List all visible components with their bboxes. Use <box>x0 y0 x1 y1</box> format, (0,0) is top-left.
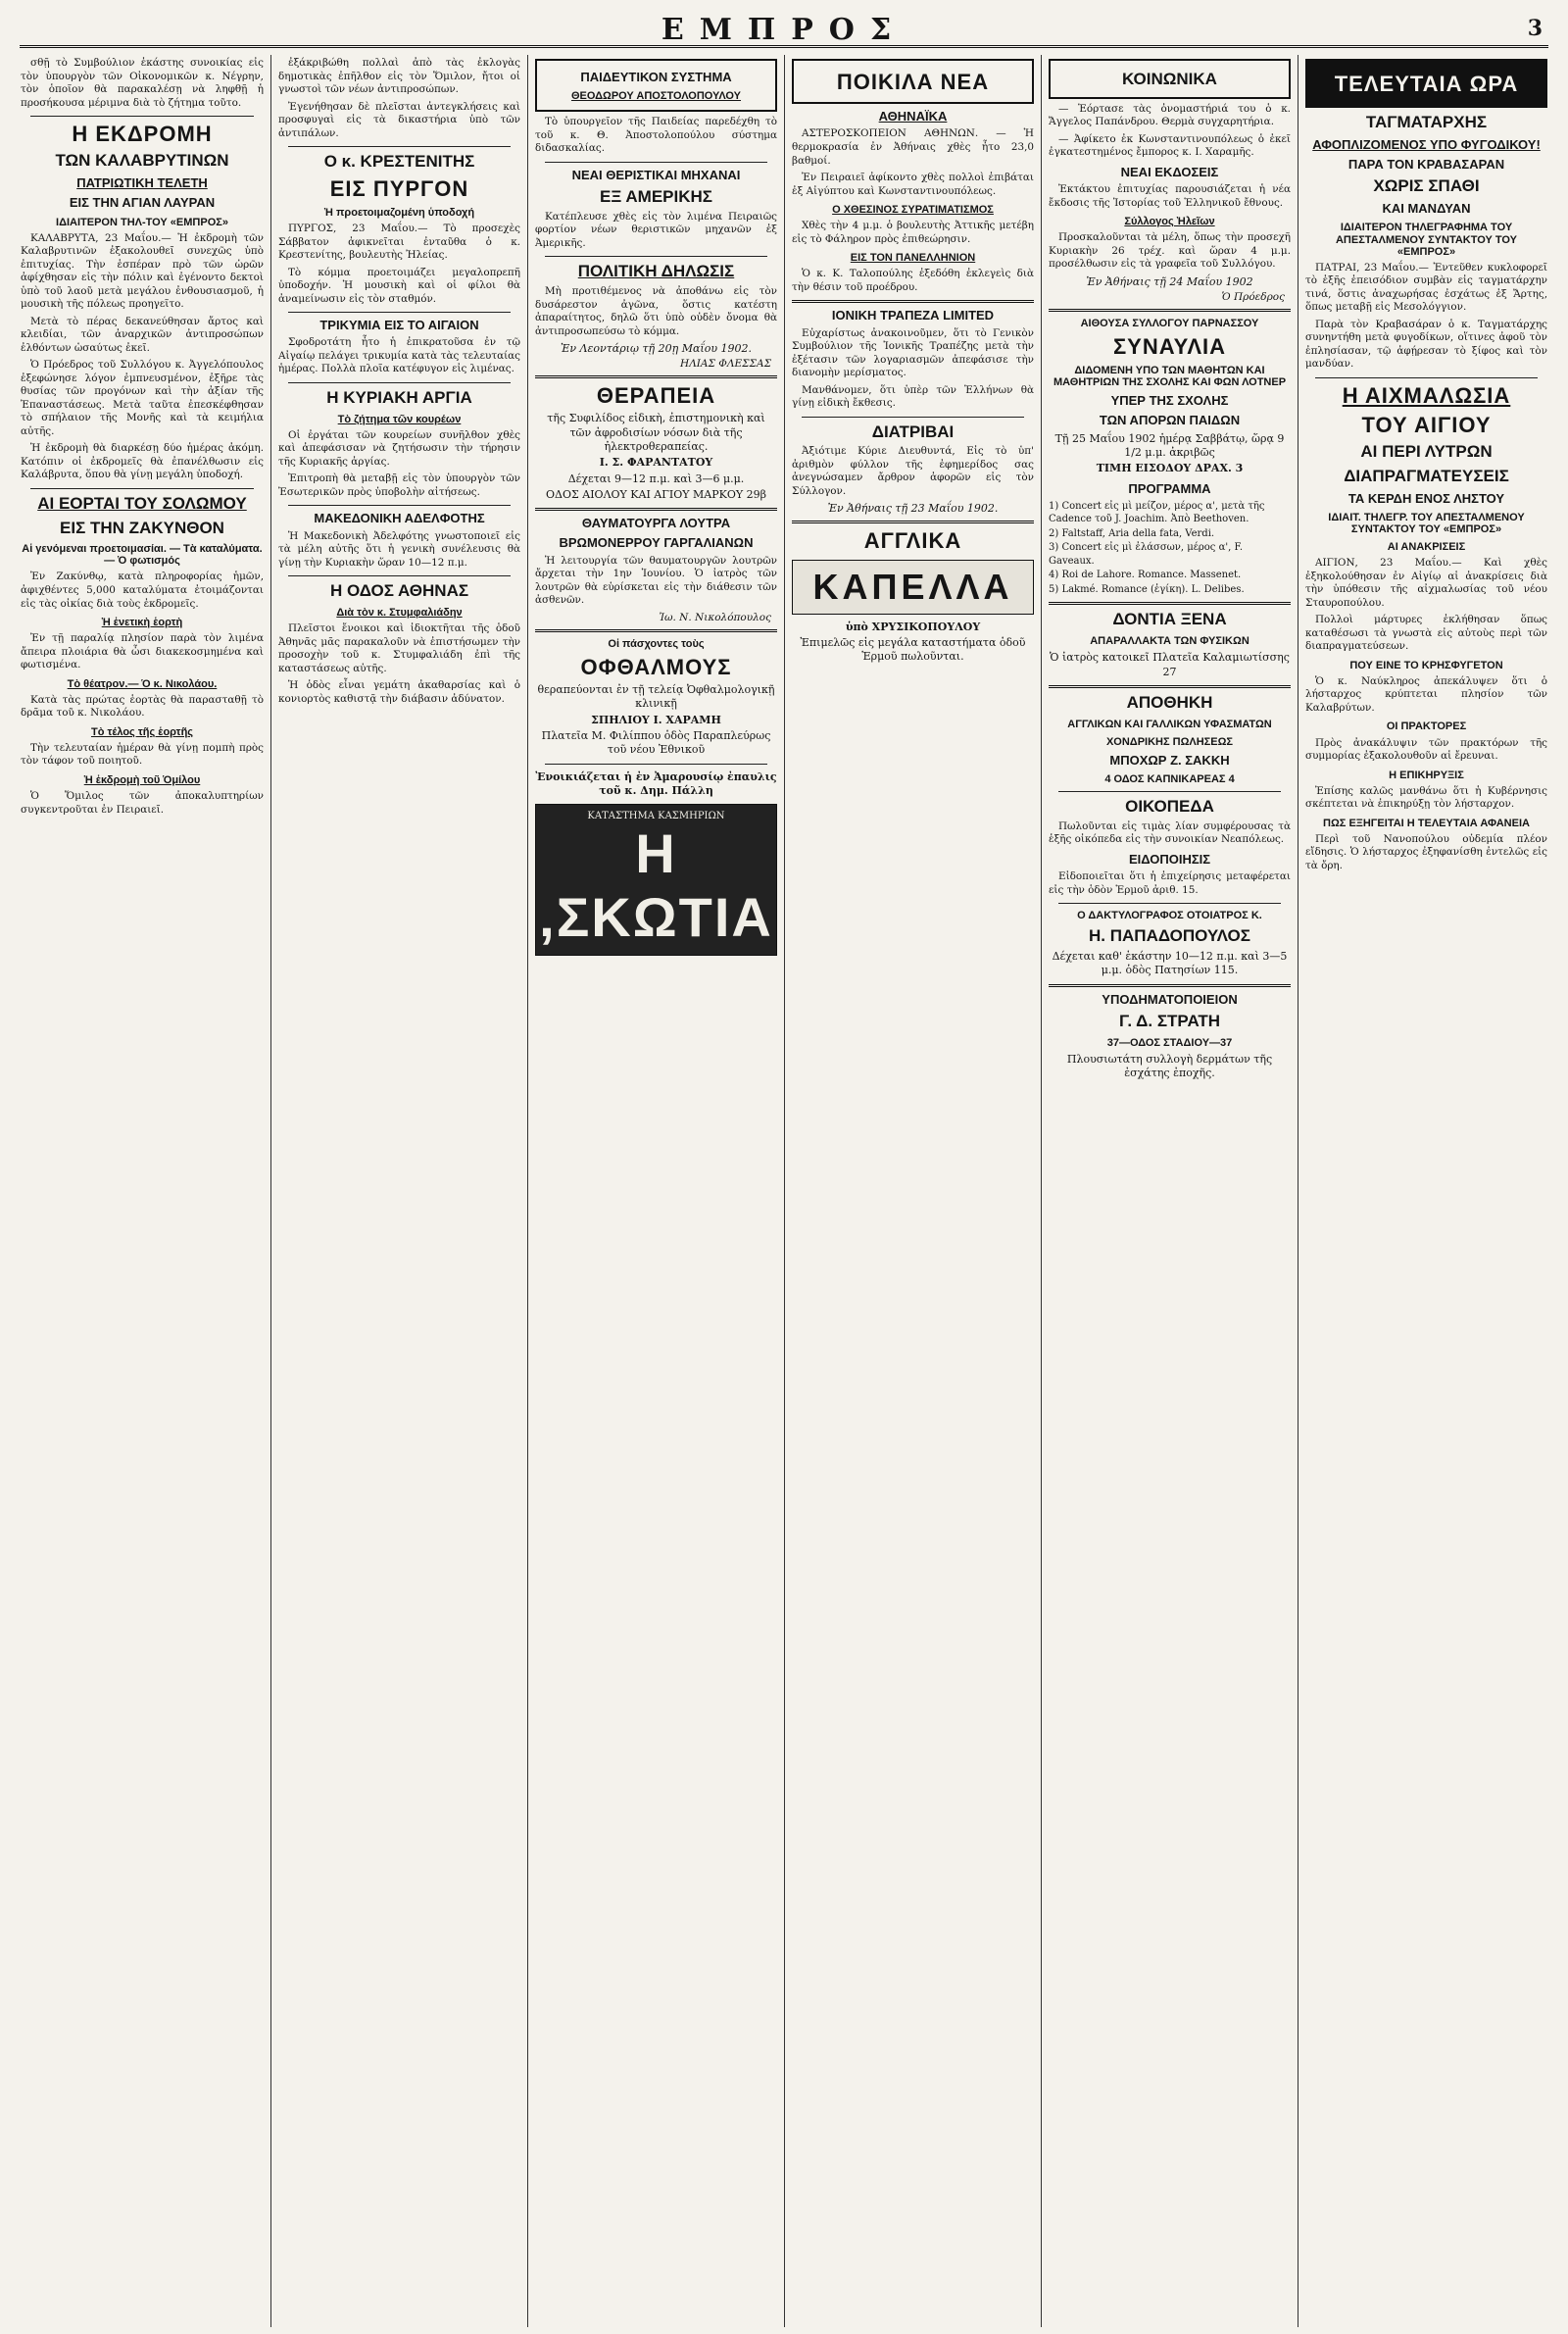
article-text: Πλεῖστοι ἔνοικοι καὶ ἰδιοκτῆται τῆς ὁδοῦ Ἀθηνᾶς μᾶς παρακαλοῦν νὰ ἐπιστήσωμεν τὴν προσοχὴν τοῦ κ. Στυμφαλιάδη ἐπὶ τῆς καταστάσεως αὐτῆς. <box>278 621 520 674</box>
headline: ΝΕΑΙ ΘΕΡΙΣΤΙΚΑΙ ΜΗΧΑΝΑΙ <box>571 167 741 182</box>
subheadline: Ἡ ἐκδρομὴ τοῦ Ὁμίλου <box>83 773 201 786</box>
newspaper-name: ΕΜΠΡΟΣ <box>661 13 907 47</box>
section-title: ΚΟΙΝΩΝΙΚΑ <box>1122 70 1217 88</box>
subheadline: 4 ΟΔΟΣ ΚΑΠΝΙΚΑΡΕΑΣ 4 <box>1104 773 1235 786</box>
ad-text: Δέχεται καθ' ἑκάστην 10—12 π.μ. καὶ 3—5 μ.μ. ὁδὸς Πατησίων 115. <box>1052 949 1288 977</box>
headline: ΤΟΥ ΑΙΓΙΟΥ <box>1361 413 1492 438</box>
article-text: ΠΑΤΡΑΙ, 23 Μαΐου.— Ἐντεῦθεν κυκλοφορεῖ τὸ ἑξῆς ἐπεισόδιον συμβὰν εἰς ταγματάρχην τινά, ὅστις ἀναχωρήσας ἐσχάτως ἐξ Ἄρτης, ὅπως μεταβῇ εἰς Μεσολόγγιον. <box>1305 261 1547 314</box>
subheadline: Αἱ γενόμεναι προετοιμασίαι. — Τὰ καταλύματα. — Ὁ φωτισμός <box>22 543 263 568</box>
subheadline: ΠΩΣ ΕΞΗΓΕΙΤΑΙ Η ΤΕΛΕΥΤΑΙΑ ΑΦΑΝΕΙΑ <box>1323 817 1530 829</box>
subheadline: Ο ΔΑΚΤΥΛΟΓΡΑΦΟΣ ΟΤΟΙΑΤΡΟΣ Κ. <box>1077 910 1262 922</box>
article-text: Πολλοὶ μάρτυρες ἐκλήθησαν ὅπως καταθέσωσι τὰ γνωστὰ εἰς αὐτοὺς περὶ τῶν διαπραγματεύσεων. <box>1305 614 1547 653</box>
column-5 <box>1041 55 1298 2327</box>
article-text: Ἐκτάκτου ἐπιτυχίας παρουσιάζεται ἡ νέα ἔκδοσις τῆς Ἱστορίας τοῦ Ἑλληνικοῦ ἔθνους. <box>1049 183 1291 209</box>
ad-text: Τῇ 25 Μαΐου 1902 ἡμέρᾳ Σαββάτῳ, ὥρᾳ 9 1/2 μ.μ. ἀκριβῶς <box>1054 431 1285 460</box>
subheadline: Διὰ τὸν κ. Στυμφαλιάδην <box>336 606 463 619</box>
columns <box>14 55 1554 2327</box>
headline: ΕΙΔΟΠΟΙΗΣΙΣ <box>1128 851 1211 867</box>
subheadline: ΕΙΣ ΤΗΝ ΑΓΙΑΝ ΛΑΥΡΑΝ <box>69 195 216 211</box>
dispatch-line: ΙΔΙΑΙΤΕΡΟΝ ΤΗΛΕΓΡΑΦΗΜΑ ΤΟΥ ΑΠΕΣΤΑΛΜΕΝΟΥ ΣΥΝΤΑΚΤΟΥ ΤΟΥ «ΕΜΠΡΟΣ» <box>1335 222 1518 258</box>
ad-text: Ὁ ἰατρὸς κατοικεῖ Πλατεῖα Καλαμιωτίσσης 27 <box>1050 651 1290 678</box>
article-text: ΠΥΡΓΟΣ, 23 Μαΐου.— Τὸ προσεχὲς Σάββατον ἀφικνεῖται ἐνταῦθα ὁ κ. Κρεστενίτης, βουλευτὴς Ἠλείας. <box>278 223 520 262</box>
subheadline: ΑΙ ΠΕΡΙ ΛΥΤΡΩΝ <box>1360 442 1493 462</box>
divider <box>288 575 511 576</box>
column-1 <box>14 55 270 2327</box>
divider <box>288 146 511 147</box>
ad-text: ΤΙΜΗ ΕΙΣΟΔΟΥ ΔΡΑΧ. 3 <box>1096 462 1244 475</box>
divider <box>802 417 1024 418</box>
program-item: 5) Lakmé. Romance (ἐγίκη). L. Delibes. <box>1049 583 1245 595</box>
headline: ΑΠΟΘΗΚΗ <box>1126 692 1213 712</box>
section-box <box>1049 59 1291 99</box>
headline: Η ΟΔΟΣ ΑΘΗΝΑΣ <box>329 581 469 601</box>
subheadline: ΑΙ ΑΝΑΚΡΙΣΕΙΣ <box>1387 541 1466 554</box>
ad-logo-image <box>792 560 1034 615</box>
divider <box>1058 791 1281 792</box>
headline: ΟΙΚΟΠΕΔΑ <box>1125 797 1214 817</box>
headline: ΑΙ ΕΟΡΤΑΙ ΤΟΥ ΣΟΛΩΜΟΥ <box>37 493 247 513</box>
column-2 <box>270 55 527 2327</box>
subheadline: ΠΑΤΡΙΩΤΙΚΗ ΤΕΛΕΤΗ <box>76 174 208 190</box>
headline: ΣΥΝΑΥΛΙΑ <box>1112 333 1226 359</box>
divider <box>545 256 767 257</box>
ad-text: Πλουσιωτάτη συλλογὴ δερμάτων τῆς ἐσχάτης ἐποχῆς. <box>1066 1052 1273 1079</box>
article-text: Περὶ τοῦ Νανοπούλου οὐδεμία πλέον εἴδησις. Ὁ λήσταρχος ἐξηφανίσθη ἐντελῶς εἰς τὰ ὄρη. <box>1305 832 1547 871</box>
ad-text: Ι. Σ. ΦΑΡΑΝΤΑΤΟΥ <box>599 456 713 470</box>
page-number: 3 <box>1527 16 1543 41</box>
article-text: Ὁ Ὅμιλος τῶν ἀποκαλυπτηρίων συγκεντροῦται ἐν Πειραιεῖ. <box>21 790 264 816</box>
subheadline: ΑΘΗΝΑΪΚΑ <box>878 109 948 124</box>
article-text: Σφοδροτάτη ἦτο ἡ ἐπικρατοῦσα ἐν τῷ Αἰγαίῳ πελάγει τρικυμία κατὰ τὰς τελευταίας ἡμέρας. Πολλὰ πλοῖα κατέφυγον εἰς λιμένας. <box>278 336 520 375</box>
subheadline: ΔΙΑΠΡΑΓΜΑΤΕΥΣΕΙΣ <box>1344 466 1509 485</box>
headline: ΠΡΟΓΡΑΜΜΑ <box>1128 480 1211 496</box>
article-text: Ἡ λειτουργία τῶν θαυματουργῶν λουτρῶν ἄρχεται τὴν 1ην Ἰουνίου. Ὁ ἰατρὸς τῶν λουτρῶν θὰ εὑρίσκεται εἰς τὴν διάθεσιν τῶν ἀσθενῶν. <box>535 554 777 607</box>
subheadline: Τὸ τέλος τῆς ἑορτῆς <box>90 725 194 738</box>
ad-line: Οἱ πάσχοντες τοὺς <box>608 637 705 650</box>
article-text: Μετὰ τὸ πέρας δεκανεύθησαν ἄρτος καὶ κλειδίαι, τῶν ἀναρχικῶν ἀντιπροσώπων ἐλθόντων ὡσαύτως ἐκεῖ. <box>21 315 264 354</box>
subheadline: Σύλλογος Ἠλεῖων <box>1124 216 1215 228</box>
divider <box>1049 309 1291 312</box>
divider <box>792 300 1034 303</box>
headline: ΥΠΟΔΗΜΑΤΟΠΟΙΕΙΟΝ <box>1102 991 1238 1007</box>
ad-text: θεραπεύονται ἐν τῇ τελείᾳ Ὀφθαλμολογικῇ κλινικῇ <box>537 683 775 711</box>
divider <box>545 764 767 765</box>
article-text: Ἐπίσης καλῶς μανθάνω ὅτι ἡ Κυβέρνησις σκέπτεται νὰ ἐπικηρύξῃ τὸν λήσταρχον. <box>1305 784 1547 811</box>
program-item: 4) Roi de Lahore. Romance. Massenet. <box>1049 570 1242 581</box>
subheadline: ΤΑ ΚΕΡΔΗ ΕΝΟΣ ΛΗΣΤΟΥ <box>1348 490 1505 506</box>
article-text: σθῇ τὸ Συμβούλιον ἑκάστης συνοικίας εἰς τὸν ὑπουργὸν τῶν Οἰκονομικῶν κ. Νέγρην, τὸν ὁποῖον θὰ παρακαλέσῃ νὰ ληφθῇ ἡ προσήκουσα μέριμνα διὰ τὸ ζήτημα τοῦτο. <box>21 57 264 109</box>
program-item: 2) Faltstaff, Aria della fata, Verdi. <box>1049 527 1215 539</box>
headline: ΤΑΓΜΑΤΑΡΧΗΣ <box>1365 113 1488 132</box>
headline: ΙΟΝΙΚΗ ΤΡΑΠΕΖΑ LIMITED <box>831 308 995 323</box>
headline: ΑΓΓΛΙΚΑ <box>863 528 962 554</box>
section-box <box>792 59 1034 104</box>
headline: Η. ΠΑΠΑΔΟΠΟΥΛΟΣ <box>1089 926 1250 946</box>
article-text: Πωλοῦνται εἰς τιμὰς λίαν συμφέρουσας τὰ ἑξῆς οἰκόπεδα εἰς τὴν συνοικίαν Νεαπόλεως. <box>1049 819 1291 846</box>
signature: Ἰω. Ν. Νικολόπουλος <box>659 611 771 623</box>
subheadline: Ο ΧΘΕΣΙΝΟΣ ΣΥΡΑΤΙΜΑΤΙΣΜΟΣ <box>832 204 994 217</box>
article-text: Ἐν τῇ παραλίᾳ πλησίον παρὰ τὸν λιμένα ἄπειρα πλοιάρια θὰ ὦσι διακεκοσμημένα καὶ φωτισμένα. <box>21 632 264 671</box>
subheadline: Ἡ προετοιμαζομένη ὑποδοχή <box>323 206 475 219</box>
article-text: Προσκαλοῦνται τὰ μέλη, ὅπως τὴν προσεχῆ Κυριακὴν 26 τρέχ. καὶ ὥραν 4 μ.μ. προσέλθωσιν εἰς τὰ γραφεῖα τοῦ Συλλόγου. <box>1049 231 1291 271</box>
headline: ΘΑΥΜΑΤΟΥΡΓΑ ΛΟΥΤΡΑ <box>581 516 731 531</box>
headline: ΑΦΟΠΛΙΖΟΜΕΝΟΣ ΥΠΟ ΦΥΓΟΔΙΚΟΥ! <box>1312 136 1541 152</box>
dispatch-line: ΙΔΙΑΙΤΕΡΟΝ ΤΗΛ-ΤΟΥ «ΕΜΠΡΟΣ» <box>56 216 228 228</box>
headline: Η ΕΚΔΡΟΜΗ <box>72 122 213 147</box>
article-text: Ἐγενήθησαν δὲ πλεῖσται ἀντεγκλήσεις καὶ προσφυγαὶ εἰς τὰ δικαστήρια ὑπὸ τῶν ἀντιπάλων. <box>278 100 520 139</box>
dateline: Ἐν Ἀθήναις τῇ 23 Μαΐου 1902. <box>827 502 999 516</box>
article-text: — Ἑόρτασε τὰς ὀνομαστήριά του ὁ κ. Ἄγγελος Παπάνδρου. Θερμὰ συγχαρητήρια. <box>1049 102 1291 128</box>
subheadline: ΧΩΡΙΣ ΣΠΑΘΙ <box>1373 176 1480 196</box>
divider <box>30 488 254 489</box>
article-text: Μὴ προτιθέμενος νὰ ἀποθάνω εἰς τὸν δυσάρεστον ἀγῶνα, ὅστις κατέστη ἀπαραίτητος, δηλῶ ὅτι ὑπὸ οὐδὲν ὄνομα θὰ ἀντιπροσωπεύσω τὸ κόμμα. <box>535 285 777 337</box>
article-text: Ἐν Πειραιεῖ ἀφίκοντο χθὲς πολλοὶ ἐπιβάται ἐξ Αἰγύπτου καὶ Κωνσταντινουπόλεως. <box>792 172 1034 197</box>
divider <box>535 629 777 632</box>
dateline: Ἐν Ἀθήναις τῇ 24 Μαΐου 1902 <box>1086 274 1253 288</box>
article-text: Παρὰ τὸν Κραβασάραν ὁ κ. Ταγματάρχης συνηντήθη μετὰ φυγοδίκων, οἵτινες ἀφοῦ τὸν ἐπλησίασαν, τῷ ἀφῄρεσαν τὸ ξίφος καὶ τὸν μανδύαν. <box>1305 318 1547 371</box>
logo-word: Η ,ΣΚΩΤΙΑ <box>539 822 773 949</box>
article-text: ΑΙΓΙΟΝ, 23 Μαΐου.— Καὶ χθὲς ἐξηκολούθησαν ἐν Αἰγίῳ αἱ ἀνακρίσεις διὰ τὴν ὑπόθεσιν τῆς αἰχμαλωσίας τοῦ νέου Σταυροπούλου. <box>1305 557 1547 609</box>
logo-caption: ΚΑΤΑΣΤΗΜΑ ΚΑΣΜΗΡΙΩΝ <box>587 811 725 822</box>
article-text: Ἐν Ζακύνθῳ, κατὰ πληροφορίας ἡμῶν, ἀφιχθέντες 5,000 καταλύματα ἐτοιμάζονται εἰς τὰς οἰκίας διὰ τοὺς ἐκδρομεῖς. <box>21 571 264 610</box>
article-text: Χθὲς τὴν 4 μ.μ. ὁ βουλευτὴς Ἀττικῆς μετέβη εἰς τὸ Φάληρον πρὸς ἐπιθεώρησιν. <box>792 220 1034 245</box>
dispatch-line: ΙΔΙΑΙΤ. ΤΗΛΕΓΡ. ΤΟΥ ΑΠΕΣΤΑΛΜΕΝΟΥ ΣΥΝΤΑΚΤΟΥ ΤΟΥ «ΕΜΠΡΟΣ» <box>1328 511 1525 535</box>
program-item: 1) Concert εἰς μὶ μείζον, μέρος α', μετὰ τῆς Cadence τοῦ J. Joachim. Ἀπὸ Beethoven. <box>1049 500 1265 525</box>
article-text: Τὸ κόμμα προετοιμάζει μεγαλοπρεπῆ ὑποδοχήν. Ἡ μουσικὴ καὶ οἱ φίλοι θὰ ἀναμείνωσιν εἰς τὸν σταθμόν. <box>278 266 520 305</box>
article-text: Κατὰ τὰς πρώτας ἑορτὰς θὰ παρασταθῇ τὸ δρᾶμα τοῦ κ. Νικολάου. <box>21 693 264 720</box>
headline: ΘΕΡΑΠΕΙΑ <box>596 383 716 409</box>
subheadline: ΑΠΑΡΑΛΛΑΚΤΑ ΤΩΝ ΦΥΣΙΚΩΝ <box>1090 635 1250 648</box>
subheadline: ΥΠΕΡ ΤΗΣ ΣΧΟΛΗΣ <box>1110 393 1229 409</box>
article-text: ἐξάκριβώθη πολλαὶ ἀπὸ τὰς ἐκλογὰς δημοτικὰς ἐπῆλθον εἰς τὸν Ὅμιλον, ἤτοι οἱ γνωστοὶ τῶν νέων ἀντιπροσώπων. <box>278 57 520 96</box>
article-text: Εὐχαρίστως ἀνακοινοῦμεν, ὅτι τὸ Γενικὸν Συμβούλιον τῆς Ἰονικῆς Τραπέζης μετὰ τὴν ἐξέτασιν τῶν λογαριασμῶν ἀπεφάσισε τὴν διανομὴν μερίσματος. <box>792 326 1034 379</box>
article-text: Μανθάνομεν, ὅτι ὑπὲρ τῶν Ἑλλήνων θὰ γίνῃ εἰδικὴ ἔκθεσις. <box>792 383 1034 410</box>
headline: Η ΑΙΧΜΑΛΩΣΙΑ <box>1342 382 1511 408</box>
ad-text: Πλατεῖα Μ. Φιλίππου ὁδὸς Παραπλεύρως τοῦ νέου Ἐθνικοῦ <box>541 729 771 757</box>
ad-text: ΟΔΟΣ ΑΙΟΛΟΥ ΚΑΙ ΑΓΙΟΥ ΜΑΡΚΟΥ 29β <box>546 487 766 501</box>
divider <box>288 312 511 313</box>
article-text: Ὁ κ. Κ. Ταλοπούλης ἐξεδόθη ἐκλεγεὶς διὰ τὴν θέσιν τοῦ προέδρου. <box>792 268 1034 293</box>
headline: ΜΑΚΕΔΟΝΙΚΗ ΑΔΕΛΦΟΤΗΣ <box>314 511 485 526</box>
headline: Γ. Δ. ΣΤΡΑΤΗ <box>1118 1011 1221 1030</box>
article-text: Ἐπιτροπὴ θὰ μεταβῇ εἰς τὸν ὑπουργὸν τῶν Ἐσωτερικῶν πρὸς ὑποβολὴν αἰτήσεως. <box>278 472 520 498</box>
ad-text: Δέχεται 9—12 π.μ. καὶ 3—6 μ.μ. <box>567 472 745 485</box>
headline: Η ΚΥΡΙΑΚΗ ΑΡΓΙΑ <box>326 388 472 407</box>
article-text: Τὸ ὑπουργεῖον τῆς Παιδείας παρεδέχθη τὸ τοῦ κ. Θ. Ἀποστολοπούλου σύστημα διδασκαλίας. <box>535 116 777 155</box>
column-4 <box>784 55 1041 2327</box>
program-item: 3) Concert εἰς μὶ ἐλάσσων, μέρος α', F. Gaveaux. <box>1049 542 1244 567</box>
subheadline: ΔΙΔΟΜΕΝΗ ΥΠΟ ΤΩΝ ΜΑΘΗΤΩΝ ΚΑΙ ΜΑΘΗΤΡΙΩΝ ΤΗΣ ΣΧΟΛΗΣ ΚΑΙ ΦΩΝ ΛΟΤΝΕΡ <box>1053 365 1287 389</box>
ad-text: τῆς Συφιλίδος εἰδικὴ, ἐπιστημονικὴ καὶ τῶν ἀφροδισίων νόσων διὰ τῆς ἠλεκτροθεραπείας. <box>547 412 765 453</box>
headline: ΑΙΘΟΥΣΑ ΣΥΛΛΟΓΟΥ ΠΑΡΝΑΣΣΟΥ <box>1080 317 1259 329</box>
subheadline: ΕΙΣ ΤΟΝ ΠΑΝΕΛΛΗΝΙΟΝ <box>850 252 976 265</box>
article-text: Ἡ ὁδὸς εἶναι γεμάτη ἀκαθαρσίας καὶ ὁ κονιορτὸς καθιστᾷ τὴν διάβασιν ἀδύνατον. <box>278 679 520 705</box>
subheadline: Ἡ ἐνετικὴ ἑορτὴ <box>101 617 183 629</box>
article-text: Ὁ Πρόεδρος τοῦ Συλλόγου κ. Ἀγγελόπουλος ἐξεφώνησε λόγον ἐμπνευσμένον, ἐξῆρε τὰς θυσίας τῶν προγόνων καὶ τὴν ἀξίαν τῆς Ἐπαναστάσεως. Μετὰ ταῦτα ἐπεσκέφθησαν τὸ σπήλαιον τῆς Μονῆς καὶ τὰ κειμήλια αὐτῆς. <box>21 359 264 437</box>
subheadline: ΠΑΡΑ ΤΟΝ ΚΡΑΒΑΣΑΡΑΝ <box>1348 157 1505 173</box>
divider <box>288 382 511 383</box>
ad-text: Ἐνοικιάζεται ἡ ἐν Ἀμαρουσίῳ ἐπαυλις τοῦ κ. Δημ. Πάλλη <box>535 770 777 797</box>
subheadline: Τὸ ζήτημα τῶν κουρέων <box>337 413 462 425</box>
signature: ΗΛΙΑΣ ΦΛΕΣΣΑΣ <box>680 358 771 371</box>
divider <box>535 508 777 511</box>
subheadline: ΜΠΟΧΩΡ Ζ. ΣΑΚΚΗ <box>1109 752 1230 768</box>
subheadline: ΘΕΟΔΩΡΟΥ ΑΠΟΣΤΟΛΟΠΟΥΛΟΥ <box>570 90 742 103</box>
subheadline: ΠΟΥ ΕΙΝΕ ΤΟ ΚΡΗΣΦΥΓΕΤΟΝ <box>1349 659 1503 671</box>
headline: ΠΟΛΙΤΙΚΗ ΔΗΛΩΣΙΣ <box>577 262 735 281</box>
divider <box>30 116 254 117</box>
divider <box>288 505 511 506</box>
article-text: Οἱ ἐργάται τῶν κουρείων συνῆλθον χθὲς καὶ ἀπεφάσισαν νὰ ζητήσωσιν τὴν τήρησιν τῆς Κυριακῆς ἀργίας. <box>278 428 520 468</box>
ad-text: Ἐπιμελῶς εἰς μεγάλα καταστήματα ὁδοῦ Ἑρμοῦ πωλοῦνται. <box>800 635 1026 664</box>
headline: ΔΟΝΤΙΑ ΞΕΝΑ <box>1112 610 1227 629</box>
headline: Ο κ. ΚΡΕΣΤΕΝΙΤΗΣ <box>323 152 475 172</box>
headline: ΟΦΘΑΛΜΟΥΣ <box>580 654 732 679</box>
divider <box>1049 685 1291 688</box>
column-3 <box>527 55 784 2327</box>
headline: ΕΞ ΑΜΕΡΙΚΗΣ <box>600 187 712 207</box>
ad-logo-image <box>535 804 777 956</box>
divider <box>1049 602 1291 605</box>
ad-box <box>535 59 777 112</box>
headline: ΝΕΑΙ ΕΚΔΟΣΕΙΣ <box>1120 164 1219 179</box>
headline: ΕΙΣ ΠΥΡΓΟΝ <box>329 175 469 201</box>
section-box <box>1305 59 1547 108</box>
divider <box>792 521 1034 523</box>
signature: Ὁ Πρόεδρος <box>1221 290 1285 303</box>
divider <box>535 375 777 378</box>
ad-text: ΣΠΗΛΙΟΥ Ι. ΧΑΡΑΜΗ <box>591 713 721 726</box>
article-text: Κατέπλευσε χθὲς εἰς τὸν λιμένα Πειραιῶς φορτίον νέων θεριστικῶν μηχανῶν ἐξ Ἀμερικῆς. <box>535 210 777 249</box>
subheadline: ΧΟΝΔΡΙΚΗΣ ΠΩΛΗΣΕΩΣ <box>1105 735 1234 748</box>
section-title: ΤΕΛΕΥΤΑΙΑ ΩΡΑ <box>1334 72 1519 96</box>
article-text: Ὁ κ. Ναύκληρος ἀπεκάλυψεν ὅτι ὁ λήσταρχος κρύπτεται πλησίον τῶν Καλαβρύτων. <box>1305 674 1547 714</box>
article-text: Ἡ Μακεδονικὴ Ἀδελφότης γνωστοποιεῖ εἰς τὰ μέλη αὐτῆς ὅτι ἡ γενικὴ συνέλευσις θὰ γίνῃ τὴν Κυριακὴν ὥραν 10—12 π.μ. <box>278 529 520 569</box>
headline: ΠΑΙΔΕΥΤΙΚΟΝ ΣΥΣΤΗΜΑ <box>580 70 732 84</box>
subheadline: ΑΓΓΛΙΚΩΝ ΚΑΙ ΓΑΛΛΙΚΩΝ ΥΦΑΣΜΑΤΩΝ <box>1067 718 1272 730</box>
article-text: Πρὸς ἀνακάλυψιν τῶν πρακτόρων τῆς συμμορίας ἐξακολουθοῦν αἱ ἔρευναι. <box>1305 736 1547 763</box>
subheadline: Η ΕΠΙΚΗΡΥΞΙΣ <box>1389 769 1464 781</box>
divider <box>1315 377 1538 378</box>
headline: ΒΡΩΜΟΝΕΡΡΟΥ ΓΑΡΓΑΛΙΑΝΩΝ <box>559 535 754 551</box>
article-text: Τὴν τελευταίαν ἡμέραν θὰ γίνῃ πομπὴ πρὸς τὸν τάφον τοῦ ποιητοῦ. <box>21 741 264 768</box>
article-text: Ἡ ἐκδρομὴ θὰ διαρκέσῃ δύο ἡμέρας ἀκόμη. Κατόπιν οἱ ἐκδρομεῖς θὰ ἐπανέλθωσιν εἰς Καλάβρυτα, ὅπου θὰ γίνῃ μεγάλη ὑποδοχή. <box>21 442 264 481</box>
headline: ΕΙΣ ΤΗΝ ΖΑΚΥΝΘΟΝ <box>60 518 224 537</box>
section-title: ΠΟΙΚΙΛΑ ΝΕΑ <box>836 70 990 94</box>
article-text: ΑΣΤΕΡΟΣΚΟΠΕΙΟΝ ΑΘΗΝΩΝ. — Ἡ θερμοκρασία ἐν Ἀθήναις χθὲς ἦτο 23,0 βαθμοί. <box>792 127 1034 167</box>
article-text: Εἰδοποιεῖται ὅτι ἡ ἐπιχείρησις μεταφέρεται εἰς τὴν ὁδὸν Ἑρμοῦ ἀριθ. 15. <box>1049 870 1291 896</box>
headline: ΤΩΝ ΚΑΛΑΒΡΥΤΙΝΩΝ <box>55 151 229 171</box>
headline: ΤΡΙΚΥΜΙΑ ΕΙΣ ΤΟ ΑΙΓΑΙΟΝ <box>319 318 479 333</box>
article-text: — Ἀφίκετο ἐκ Κωνσταντινουπόλεως ὁ ἐκεῖ ἐγκατεστημένος ἔμπορος κ. Ι. Χαραμῆς. <box>1049 132 1291 159</box>
divider <box>1058 903 1281 904</box>
divider <box>545 162 767 163</box>
article-text: Ἀξιότιμε Κύριε Διευθυντά, Εἰς τὸ ὑπ' ἀριθμὸν φύλλον τῆς ἐφημερίδος σας ἀνεγνώσαμεν ἄρθρον ἀφορῶν εἰς τὸν Σύλλογον. <box>792 445 1034 497</box>
dateline: Ἐν Λεοντάριῳ τῇ 20ῃ Μαΐου 1902. <box>560 342 753 356</box>
subheadline: 37—ΟΔΟΣ ΣΤΑΔΙΟΥ—37 <box>1106 1036 1233 1049</box>
logo-word: ΚΑΠΕΛΛΑ <box>812 566 1013 607</box>
column-6 <box>1298 55 1554 2327</box>
divider <box>1049 984 1291 987</box>
article-text: ΚΑΛΑΒΡΥΤΑ, 23 Μαΐου.— Ἡ ἐκδρομὴ τῶν Καλαβρυτινῶν ἐξακολουθεῖ συνεχῶς ὑπὸ ἐπιτυχίας. Τὴν ἑσπέραν πρὸ τῶν ὡρῶν ἀφίχθησαν εἰς τὴν πόλιν καὶ ἐγένοντο δεκτοὶ ὑπὸ τοῦ λαοῦ μετὰ μεγάλου ἐνθουσιασμοῦ, ἡ μουσικὴ τῆς πόλεως προηγεῖτο. <box>21 231 264 311</box>
headline: ΔΙΑΤΡΙΒΑΙ <box>871 422 955 441</box>
subheadline: ΤΩΝ ΑΠΟΡΩΝ ΠΑΙΔΩΝ <box>1099 413 1241 428</box>
masthead <box>20 6 1548 48</box>
subheadline: ΚΑΙ ΜΑΝΔΥΑΝ <box>1382 201 1471 217</box>
subheadline: ΟΙ ΠΡΑΚΤΟΡΕΣ <box>1386 720 1467 733</box>
ad-text: ὑπὸ ΧΡΥΣΙΚΟΠΟΥΛΟΥ <box>845 620 981 633</box>
subheadline: Τὸ θέατρον.— Ὁ κ. Νικολάου. <box>67 677 218 690</box>
